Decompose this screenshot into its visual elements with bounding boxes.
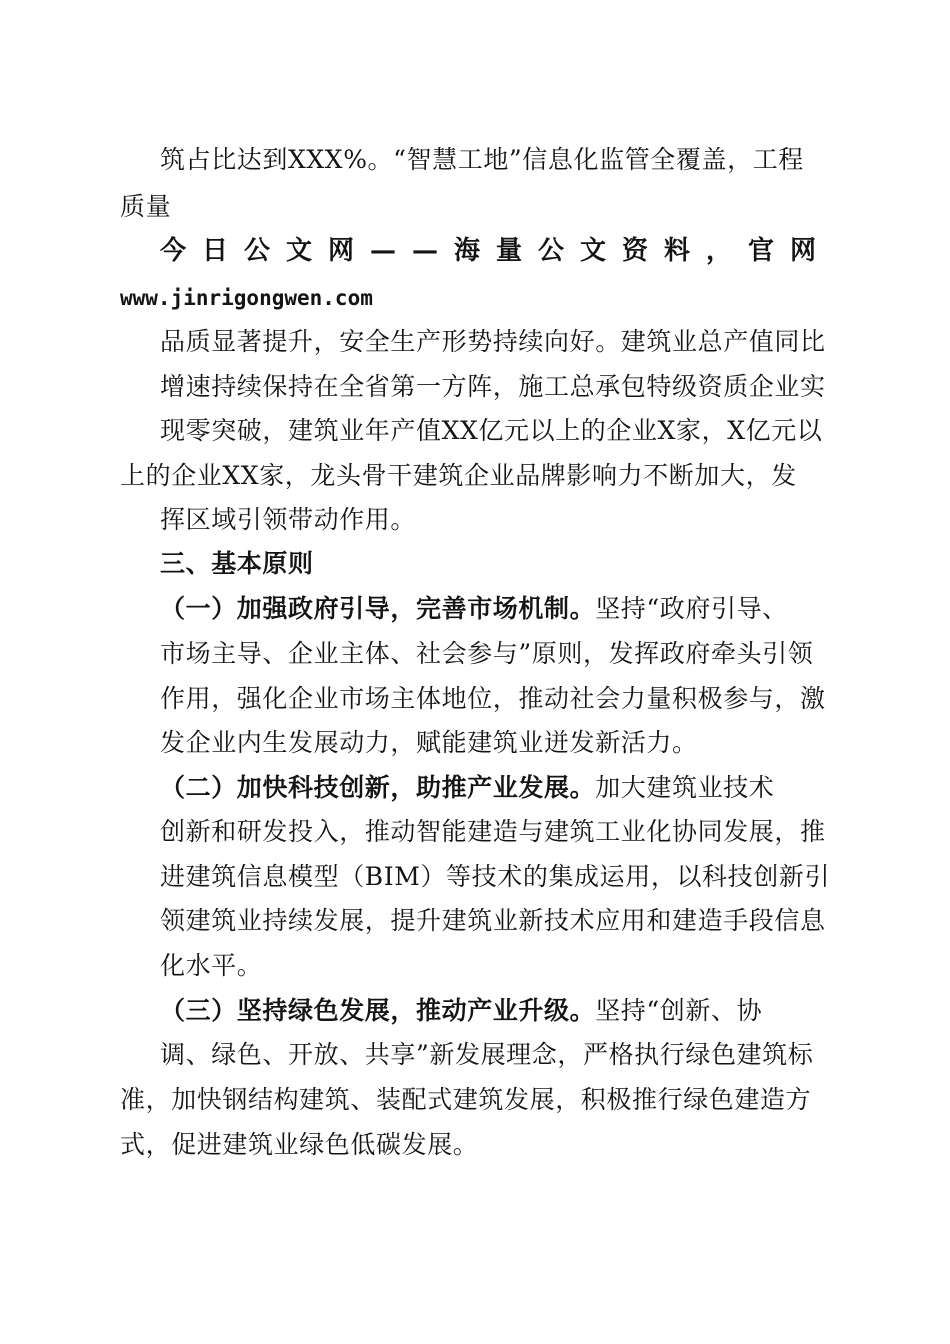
body-line: 挥区域引领带动作用。 — [160, 505, 417, 534]
site-banner-title: 今日公文网——海量公文资料，官网 — [160, 236, 833, 266]
body-line: 调、绿色、开放、共享”新发展理念，严格执行绿色建筑标 — [160, 1040, 814, 1069]
principle-2-text: 加大建筑业技术 — [595, 773, 775, 802]
body-line: 质量 — [120, 192, 172, 221]
body-line: 作用，强化企业市场主体地位，推动社会力量积极参与，激 — [160, 684, 826, 713]
body-line: 品质显著提升，安全生产形势持续向好。建筑业总产值同比 — [160, 327, 826, 356]
body-line: 创新和研发投入，推动智能建造与建筑工业化协同发展，推 — [160, 817, 826, 846]
body-line: 上的企业XX家，龙头骨干建筑企业品牌影响力不断加大，发 — [120, 461, 797, 490]
body-line: 筑占比达到XXX%。“智慧工地”信息化监管全覆盖，工程 — [160, 145, 804, 174]
principle-2-line — [160, 773, 774, 803]
body-line: 领建筑业持续发展，提升建筑业新技术应用和建造手段信息 — [160, 906, 826, 935]
principle-3-line — [160, 996, 762, 1026]
body-line: 市场主导、企业主体、社会参与”原则，发挥政府牵头引领 — [160, 639, 814, 668]
body-line: 化水平。 — [160, 951, 263, 980]
principle-3-title: （三）坚持绿色发展，推动产业升级。 — [160, 996, 596, 1025]
body-line: 进建筑信息模型（BIM）等技术的集成运用，以科技创新引 — [160, 862, 831, 891]
body-line: 现零突破，建筑业年产值XX亿元以上的企业X家，X亿元以 — [160, 416, 823, 445]
site-banner-url: www.jinrigongwen.com — [120, 286, 373, 310]
principle-1-line — [160, 594, 788, 624]
principle-1-text: 坚持“政府引导、 — [595, 594, 788, 623]
body-line: 增速持续保持在全省第一方阵，施工总承包特级资质企业实 — [160, 372, 826, 401]
body-line: 准，加快钢结构建筑、装配式建筑发展，积极推行绿色建造方 — [120, 1085, 812, 1114]
principle-3-text: 坚持“创新、协 — [595, 996, 763, 1025]
body-line: 发企业内生发展动力，赋能建筑业迸发新活力。 — [160, 728, 698, 757]
principle-2-title: （二）加快科技创新，助推产业发展。 — [160, 773, 596, 802]
principle-1-title: （一）加强政府引导，完善市场机制。 — [160, 594, 596, 623]
body-line: 式，促进建筑业绿色低碳发展。 — [120, 1130, 479, 1159]
section-heading: 三、基本原则 — [160, 549, 314, 578]
